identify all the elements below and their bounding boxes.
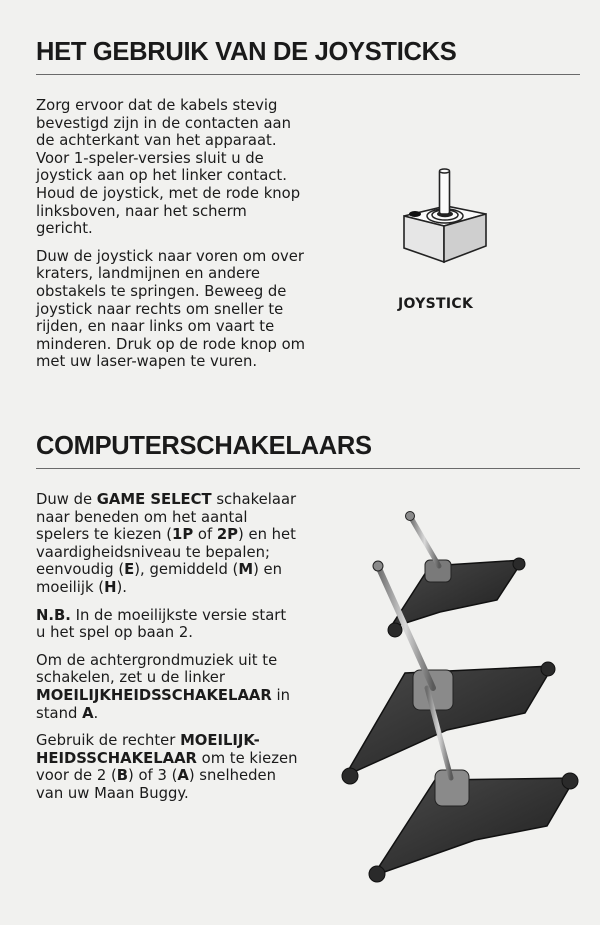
text-segment: In de moeilijkste versie start u het spel op baan 2. bbox=[36, 606, 287, 642]
text-segment: in stand bbox=[36, 686, 290, 722]
label-e: E bbox=[124, 561, 135, 579]
label-a2: A bbox=[177, 767, 189, 785]
text-segment: Om de achtergrondmuziek uit te schakelen, zet u de linker bbox=[36, 651, 278, 687]
console-switches-icon bbox=[335, 508, 585, 903]
label-2p: 2P bbox=[216, 526, 238, 544]
switches-text-column bbox=[36, 491, 298, 813]
label-a: A bbox=[82, 704, 94, 722]
switches-paragraph-1 bbox=[36, 491, 298, 597]
label-h: H bbox=[104, 578, 117, 596]
text-segment: om te kiezen voor de 2 ( bbox=[36, 749, 298, 785]
heading-computerschakelaars: COMPUTERSCHAKELAARS bbox=[36, 432, 372, 460]
label-1p: 1P bbox=[172, 526, 194, 544]
joystick-icon bbox=[398, 168, 488, 268]
label-nb: N.B. bbox=[36, 606, 71, 624]
heading-rule-1 bbox=[36, 74, 580, 75]
label-b: B bbox=[116, 767, 129, 785]
switches-paragraph-3 bbox=[36, 652, 298, 722]
text-segment: . bbox=[93, 704, 99, 722]
text-segment: ) of 3 ( bbox=[128, 767, 178, 785]
switch-top bbox=[388, 512, 525, 638]
heading-joysticks: HET GEBRUIK VAN DE JOYSTICKS bbox=[36, 38, 457, 66]
label-m: M bbox=[238, 561, 254, 579]
label-right-difficulty: MOEILIJK-HEIDSSCHAKELAAR bbox=[36, 732, 260, 767]
text-segment: ). bbox=[116, 578, 127, 596]
text-segment: Gebruik de rechter bbox=[36, 732, 181, 750]
switches-paragraph-2 bbox=[36, 607, 298, 642]
joystick-text-column bbox=[36, 97, 306, 381]
label-game-select: GAME SELECT bbox=[96, 491, 212, 508]
text-segment: ) en het vaardigheidsniveau te bepalen; eenvoudig ( bbox=[36, 526, 296, 579]
text-segment: ), gemiddeld ( bbox=[134, 561, 239, 579]
joystick-caption: JOYSTICK bbox=[398, 296, 474, 312]
heading-rule-2 bbox=[36, 468, 580, 469]
joystick-paragraph-2: Duw de joystick naar voren om over kraters, landmijnen en andere obstakels te springen. Beweeg de joystick naar rechts om sneller te rijden, en naar links om vaart te minderen. Druk op de rode knop om met uw laser-wapen te vuren. bbox=[36, 247, 306, 371]
joystick-paragraph-1: Zorg ervoor dat de kabels stevig bevestigd zijn in de contacten aan de achterkant van het apparaat. Voor 1-speler-versies sluit u de joystick aan op het linker contact. Houd de joystick, met de rode knop linksboven, naar het scherm gericht. bbox=[36, 97, 301, 238]
text-segment: ) snelheden van uw Maan Buggy. bbox=[36, 767, 276, 802]
text-segment: ) en moeilijk ( bbox=[36, 561, 283, 596]
text-segment: schakelaar naar beneden om het aantal spelers te kiezen ( bbox=[36, 491, 297, 544]
text-segment: of bbox=[193, 526, 217, 544]
label-left-difficulty: MOEILIJKHEIDSSCHAKELAAR bbox=[36, 686, 272, 704]
text-segment: Duw de bbox=[36, 491, 97, 508]
switches-paragraph-4 bbox=[36, 732, 298, 802]
